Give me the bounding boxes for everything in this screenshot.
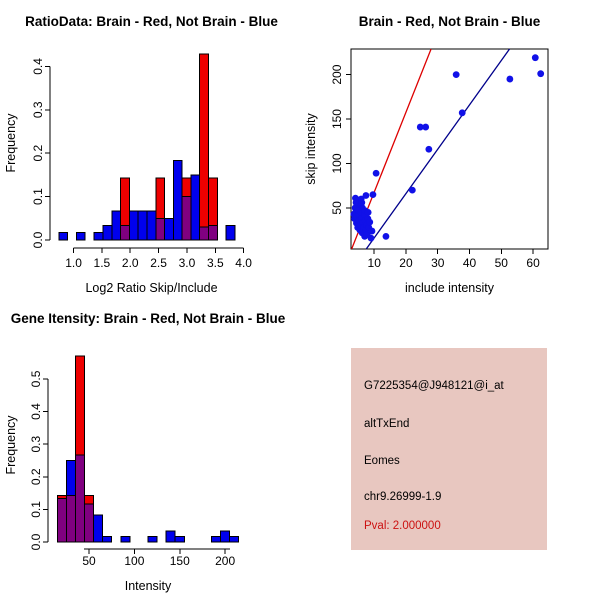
tick-label: 10	[367, 256, 381, 270]
genomic-location-text: chr9.26999-1.9	[364, 491, 442, 503]
gene-intensity-histogram-panel	[0, 300, 300, 600]
data-point	[409, 187, 416, 194]
data-point	[425, 146, 432, 153]
tick-label: 150	[330, 109, 344, 130]
data-point	[453, 71, 460, 78]
tick-label: 0.5	[29, 370, 43, 388]
data-point	[532, 54, 539, 61]
tick-label: 50	[494, 256, 508, 270]
data-point	[459, 109, 466, 116]
data-point	[369, 228, 376, 235]
not-brain-fit-line	[366, 49, 509, 249]
tick-label: 60	[526, 256, 540, 270]
y-axis-label: Frequency	[4, 113, 18, 173]
tick-label: 150	[169, 554, 190, 568]
chart-title: Gene Itensity: Brain - Red, Not Brain - Blue	[10, 311, 286, 326]
data-point	[358, 199, 365, 206]
data-point	[365, 209, 372, 216]
tick-label: 0.3	[29, 435, 43, 453]
tick-label: 200	[330, 64, 344, 85]
y-axis-label: Frequency	[4, 415, 18, 475]
chart-title: Brain - Red, Not Brain - Blue	[358, 14, 541, 29]
gene-info-panel	[351, 348, 547, 550]
data-point	[422, 124, 429, 131]
data-point	[373, 170, 380, 177]
tick-label: 1.5	[93, 256, 111, 270]
tick-label: 0.2	[31, 144, 45, 162]
probeset-id-text: G7225354@J948121@i_at	[364, 380, 504, 392]
intensity-scatterplot-panel	[300, 0, 600, 300]
tick-label: 4.0	[235, 256, 252, 270]
tick-label: 0.1	[29, 501, 43, 518]
ratio-histogram-panel	[0, 0, 300, 300]
x-axis-label: include intensity	[405, 281, 494, 295]
data-point	[368, 235, 375, 242]
tick-label: 50	[82, 554, 96, 568]
splice-event-type-text: altTxEnd	[364, 418, 410, 430]
tick-label: 20	[399, 256, 413, 270]
data-point	[537, 70, 544, 77]
tick-label: 1.0	[65, 256, 82, 270]
tick-label: 2.5	[150, 256, 167, 270]
y-axis-label: skip intensity	[304, 113, 318, 185]
tick-label: 0.4	[31, 58, 45, 75]
chart-title: RatioData: Brain - Red, Not Brain - Blue	[25, 14, 278, 29]
x-axis-label: Intensity	[124, 579, 172, 593]
data-point	[383, 233, 390, 240]
tick-label: 3.0	[178, 256, 196, 270]
data-point	[366, 219, 373, 226]
data-point	[363, 192, 370, 199]
tick-label: 0.3	[31, 101, 45, 119]
tick-label: 0.2	[29, 468, 43, 486]
tick-label: 100	[330, 153, 344, 174]
tick-label: 2.0	[121, 256, 139, 270]
tick-label: 200	[215, 554, 236, 568]
gene-name-text: Eomes	[364, 455, 400, 467]
tick-label: 40	[462, 256, 477, 270]
pval-text: Pval: 2.000000	[364, 520, 441, 532]
tick-label: 0.0	[29, 533, 43, 551]
tick-label: 0.0	[31, 231, 45, 249]
tick-label: 0.4	[29, 403, 43, 420]
x-axis-label: Log2 Ratio Skip/Include	[85, 281, 218, 295]
data-point	[506, 76, 513, 83]
tick-label: 50	[330, 201, 344, 215]
tick-label: 100	[124, 554, 145, 568]
tick-label: 3.5	[206, 256, 224, 270]
tick-label: 0.1	[31, 188, 45, 205]
tick-label: 30	[431, 256, 445, 270]
data-point	[370, 191, 377, 198]
